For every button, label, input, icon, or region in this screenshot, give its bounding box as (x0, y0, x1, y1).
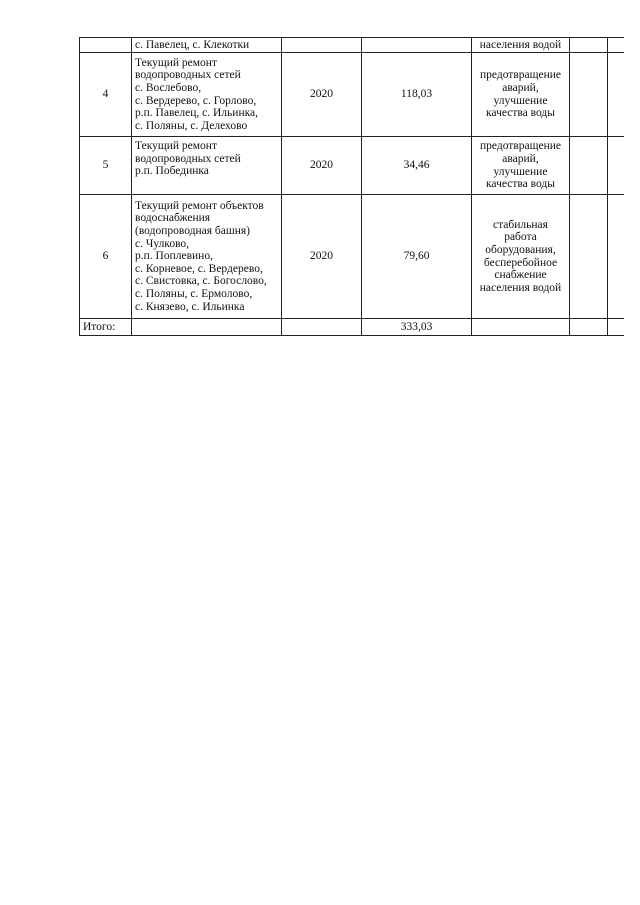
row-amount: 34,46 (362, 137, 472, 195)
program-table (79, 37, 624, 336)
row-description (132, 195, 282, 319)
empty-cell (570, 195, 608, 319)
description-line: с. Поляны, с. Ермолово, (135, 287, 253, 300)
row-number: 4 (80, 53, 132, 137)
description-line: с. Вослебово, (135, 81, 202, 94)
empty-cell (570, 137, 608, 195)
result-line: населения водой (479, 281, 562, 294)
row-description (132, 53, 282, 137)
result-line: стабильная (493, 218, 548, 231)
total-amount: 333,03 (362, 319, 472, 336)
row-amount: 118,03 (362, 53, 472, 137)
result-line: аварий, (502, 152, 539, 165)
empty-cell (570, 38, 608, 53)
result-line: качества воды (486, 107, 555, 120)
description-line: Текущий ремонт (135, 56, 217, 69)
row-description (132, 38, 282, 53)
result-line: аварий, (502, 81, 539, 94)
description-line: с. Поляны, с. Делехово (135, 119, 248, 132)
row-number: 5 (80, 137, 132, 195)
description-line: с. Корневое, с. Вердерево, (135, 262, 263, 275)
result-line: снабжение (494, 269, 547, 282)
row-year (282, 38, 362, 53)
empty-cell (608, 195, 624, 319)
result-line: бесперебойное (483, 256, 558, 269)
row-year: 2020 (282, 137, 362, 195)
row-year: 2020 (282, 53, 362, 137)
empty-cell (570, 53, 608, 137)
description-line: с. Вердерево, с. Горлово, (135, 94, 257, 107)
result-line: работа (504, 231, 537, 244)
table-row (80, 195, 624, 319)
empty-cell (608, 137, 624, 195)
result-line: предотвращение (480, 69, 561, 82)
row-amount: 79,60 (362, 195, 472, 319)
row-result (472, 53, 570, 137)
result-line: качества воды (486, 178, 555, 191)
empty-cell (570, 319, 608, 336)
description-line: с. Свистовка, с. Богослово, (135, 275, 267, 288)
description-line: р.п. Поплевино, (135, 250, 213, 263)
description-line: (водопроводная башня) (135, 225, 250, 238)
description-line: водопроводных сетей (135, 152, 241, 165)
result-line: улучшение (493, 94, 548, 107)
result-line: улучшение (493, 165, 548, 178)
description-line: водоснабжения (135, 212, 211, 225)
description-line: р.п. Побединка (135, 165, 209, 178)
row-description (132, 137, 282, 195)
total-row (80, 319, 624, 336)
empty-cell (472, 319, 570, 336)
description-line: с. Павелец, с. Клекотки (135, 38, 250, 51)
description-line: водопроводных сетей (135, 69, 241, 82)
description-line: р.п. Павелец, с. Ильинка, (135, 107, 258, 120)
row-number (80, 38, 132, 53)
row-result (472, 137, 570, 195)
row-result (472, 38, 570, 53)
empty-cell (132, 319, 282, 336)
row-amount (362, 38, 472, 53)
table-row (80, 137, 624, 195)
result-line: оборудования, (485, 243, 556, 256)
row-result (472, 195, 570, 319)
result-line: предотвращение (480, 140, 561, 153)
result-line: населения водой (479, 38, 562, 51)
description-line: с. Чулково, (135, 237, 190, 250)
empty-cell (282, 319, 362, 336)
empty-cell (608, 319, 624, 336)
description-line: с. Князево, с. Ильинка (135, 300, 245, 313)
empty-cell (608, 38, 624, 53)
row-number: 6 (80, 195, 132, 319)
total-label: Итого: (80, 319, 132, 336)
empty-cell (608, 53, 624, 137)
description-line: Текущий ремонт (135, 140, 217, 152)
description-line: Текущий ремонт объектов (135, 199, 264, 212)
row-year: 2020 (282, 195, 362, 319)
table-row (80, 38, 624, 53)
table-row (80, 53, 624, 137)
